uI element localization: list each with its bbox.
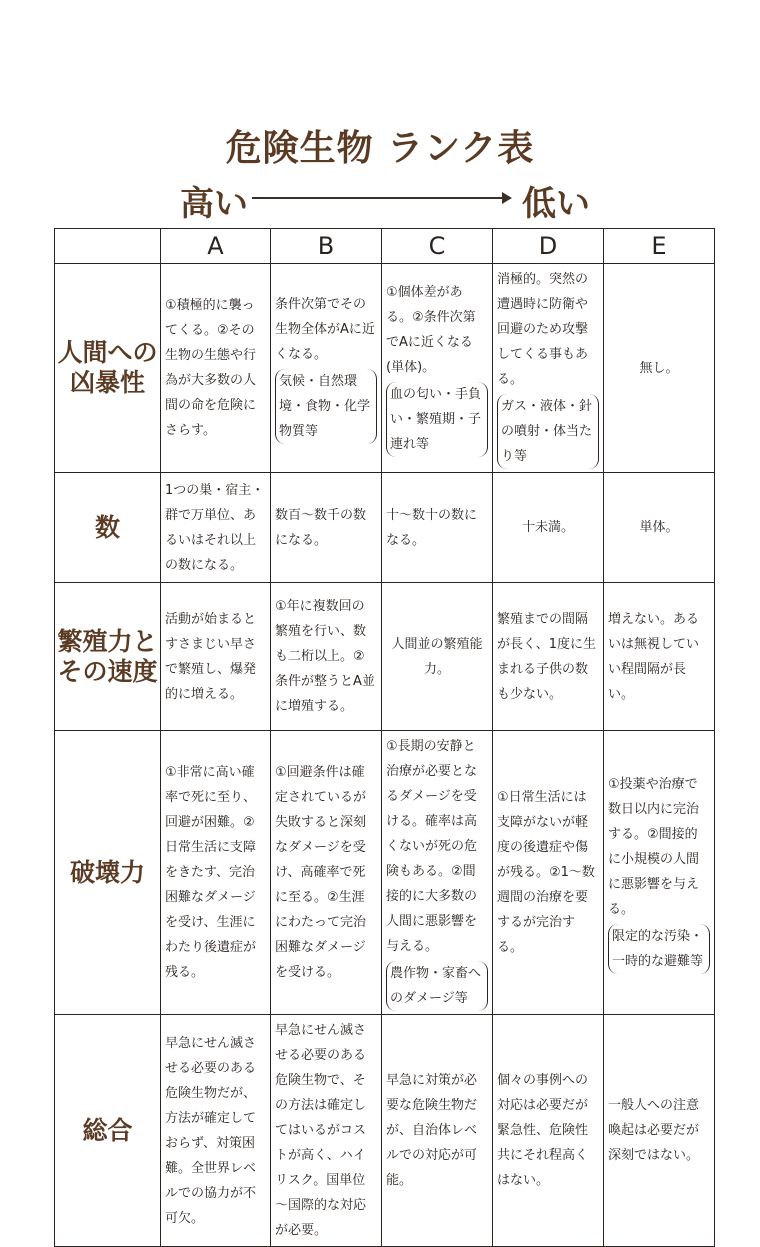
cell-text: 増えない。あるいは無視していい程間隔が長い。 xyxy=(608,611,700,702)
cell-text: ①個体差がある。②条件次第でAに近くなる(単体)。 xyxy=(386,284,476,375)
cell-aggression-e xyxy=(604,264,715,473)
cell-destructive-power-b xyxy=(271,731,382,1015)
cell-number-d xyxy=(493,473,604,583)
cell-note: 農作物・家畜へのダメージ等 xyxy=(386,961,488,1011)
cell-note: 気候・自然環境・食物・化学物質等 xyxy=(275,369,377,444)
cell-text: 数百～数千の数になる。 xyxy=(275,507,367,548)
cell-text: ①年に複数回の繁殖を行い、数も二桁以上。②条件が整うとA並に増殖する。 xyxy=(275,599,375,714)
right-arrow-icon xyxy=(252,197,510,199)
column-header-a: A xyxy=(161,229,271,264)
cell-text: 繁殖までの間隔が長く、1度に生まれる子供の数も少ない。 xyxy=(497,611,597,702)
table-header-row xyxy=(55,229,715,264)
table-row-aggression xyxy=(55,264,715,473)
cell-overall-d xyxy=(493,1015,604,1247)
cell-aggression-c xyxy=(382,264,493,473)
cell-text: 十未満。 xyxy=(521,520,574,535)
cell-text: ①回避条件は確定されているが失敗すると深刻なダメージを受け、高確率で死に至る。②生涯にわたって完治困難なダメージを受ける。 xyxy=(275,765,367,980)
cell-aggression-b xyxy=(271,264,382,473)
cell-overall-a xyxy=(161,1015,271,1247)
cell-text: 人間並の繁殖能力。 xyxy=(391,636,483,677)
cell-text: 活動が始まるとすさまじい早さで繁殖し、爆発的に増える。 xyxy=(165,611,257,702)
cell-reproduction-b xyxy=(271,583,382,731)
column-header-c: C xyxy=(382,229,493,264)
cell-text: 1つの巣・宿主・群で万単位、あるいはそれ以上の数になる。 xyxy=(165,482,265,573)
cell-overall-e xyxy=(604,1015,715,1247)
column-header-d: D xyxy=(493,229,604,264)
cell-number-b xyxy=(271,473,382,583)
cell-destructive-power-a xyxy=(161,731,271,1015)
cell-overall-b xyxy=(271,1015,382,1247)
cell-text: 単体。 xyxy=(639,520,679,535)
cell-reproduction-a xyxy=(161,583,271,731)
cell-text: ①日常生活には支障がないが軽度の後遺症や傷が残る。②1～数週間の治療を要するが完治する。 xyxy=(497,790,595,955)
cell-destructive-power-e xyxy=(604,731,715,1015)
scale-low-label: 低い xyxy=(522,184,590,224)
column-header-e: E xyxy=(604,229,715,264)
cell-text: 条件次第でその生物全体がAに近くなる。 xyxy=(275,297,375,362)
cell-aggression-d xyxy=(493,264,604,473)
page-title: 危険生物 ランク表 xyxy=(225,128,535,169)
cell-destructive-power-c xyxy=(382,731,493,1015)
cell-text: ①積極的に襲ってくる。②その生物の生態や行為が大多数の人間の命を危険にさらす。 xyxy=(165,298,257,438)
cell-number-a xyxy=(161,473,271,583)
scale-high-label: 高い xyxy=(180,184,248,224)
cell-number-c xyxy=(382,473,493,583)
cell-text: 個々の事例への対応は必要だが緊急性、危険性共にそれ程高くはない。 xyxy=(497,1073,589,1188)
cell-overall-c xyxy=(382,1015,493,1247)
cell-reproduction-e xyxy=(604,583,715,731)
row-label-reproduction: 繁殖力とその速度 xyxy=(55,583,161,731)
cell-text: 早急にせん滅させる必要のある危険生物で、その方法は確定してはいるがコストが高く、ハイリスク。国単位～国際的な対応が必要。 xyxy=(275,1023,367,1238)
cell-text: ①非常に高い確率で死に至り、回避が困難。②日常生活に支障をきたす、完治困難なダメージを受け、生涯にわたり後遺症が残る。 xyxy=(165,765,257,980)
cell-destructive-power-d xyxy=(493,731,604,1015)
cell-note: 血の匂い・手負い・繁殖期・子連れ等 xyxy=(386,382,488,457)
cell-text: ①投薬や治療で数日以内に完治する。②間接的に小規模の人間に悪影響を与える。 xyxy=(608,776,700,917)
cell-text: 消極的。突然の遭遇時に防衛や回避のため攻撃してくる事もある。 xyxy=(497,272,589,387)
row-label-overall: 総合 xyxy=(55,1015,161,1247)
table-row-destructive-power xyxy=(55,731,715,1015)
cell-reproduction-d xyxy=(493,583,604,731)
rank-table xyxy=(54,228,715,1247)
cell-note: ガス・液体・針の噴射・体当たり等 xyxy=(497,394,599,469)
row-label-aggression: 人間への凶暴性 xyxy=(55,264,161,473)
rank-scale xyxy=(180,176,590,222)
cell-text: 十～数十の数になる。 xyxy=(386,507,478,548)
table-row-number xyxy=(55,473,715,583)
table-row-overall xyxy=(55,1015,715,1247)
cell-note: 限定的な汚染・一時的な避難等 xyxy=(608,924,710,974)
cell-number-e xyxy=(604,473,715,583)
cell-aggression-a xyxy=(161,264,271,473)
column-header-b: B xyxy=(271,229,382,264)
corner-cell xyxy=(55,229,161,264)
cell-text: 一般人への注意喚起は必要だが深刻ではない。 xyxy=(608,1098,700,1163)
row-label-destructive-power: 破壊力 xyxy=(55,731,161,1015)
cell-text: 早急に対策が必要な危険生物だが、自治体レベルでの対応が可能。 xyxy=(386,1073,478,1188)
cell-text: ①長期の安静と治療が必要となるダメージを受ける。確率は高くないが死の危険もある。②間接的に大多数の人間に悪影響を与える。 xyxy=(386,739,478,954)
row-label-number: 数 xyxy=(55,473,161,583)
table-row-reproduction xyxy=(55,583,715,731)
cell-text: 早急にせん滅させる必要のある危険生物だが、方法が確定しておらず、対策困難。全世界レベルでの協力が不可欠。 xyxy=(165,1035,257,1226)
cell-text: 無し。 xyxy=(639,360,679,376)
cell-reproduction-c xyxy=(382,583,493,731)
